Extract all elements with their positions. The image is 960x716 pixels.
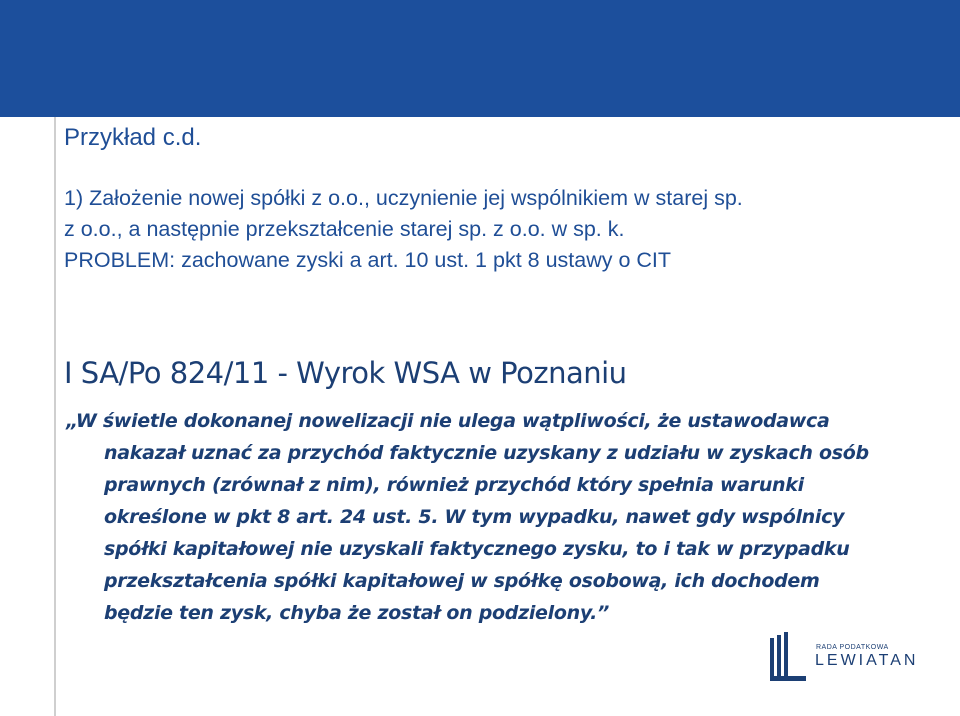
lewiatan-logo xyxy=(768,632,928,682)
intro-line: 1) Założenie nowej spółki z o.o., uczynienie jej wspólnikiem w starej sp. xyxy=(64,186,743,210)
quote-line: nakazał uznać za przychód faktycznie uzyskany z udziału w zyskach osób xyxy=(104,442,869,464)
logo-subtitle: RADA PODATKOWA xyxy=(816,644,889,651)
quote-line: spółki kapitałowej nie uzyskali faktycznego zysku, to i tak w przypadku xyxy=(104,538,850,560)
left-rule xyxy=(54,117,56,716)
quote-line: przekształcenia spółki kapitałowej w spółkę osobową, ich dochodem xyxy=(104,570,820,592)
quote-line: będzie ten zysk, chyba że został on podzielony.” xyxy=(104,602,610,624)
quote-line: prawnych (zrównał z nim), również przychód który spełnia warunki xyxy=(104,474,804,496)
slide-title: Przykład c.d. xyxy=(64,124,202,151)
intro-text xyxy=(64,183,924,276)
quote-line: określone w pkt 8 art. 24 ust. 5. W tym wypadku, nawet gdy wspólnicy xyxy=(104,506,845,528)
intro-line: z o.o., a następnie przekształcenie starej sp. z o.o. w sp. k. xyxy=(64,217,625,241)
case-heading: I SA/Po 824/11 - Wyrok WSA w Poznaniu xyxy=(64,356,627,390)
lewiatan-logo-mark-icon xyxy=(768,632,808,682)
court-quote xyxy=(66,405,924,629)
quote-line: „W świetle dokonanej nowelizacji nie ulega wątpliwości, że ustawodawca xyxy=(66,410,830,432)
intro-line: PROBLEM: zachowane zyski a art. 10 ust. 1 pkt 8 ustawy o CIT xyxy=(64,248,672,272)
header-band xyxy=(0,0,960,117)
logo-wordmark: LEWIATAN xyxy=(815,652,919,669)
